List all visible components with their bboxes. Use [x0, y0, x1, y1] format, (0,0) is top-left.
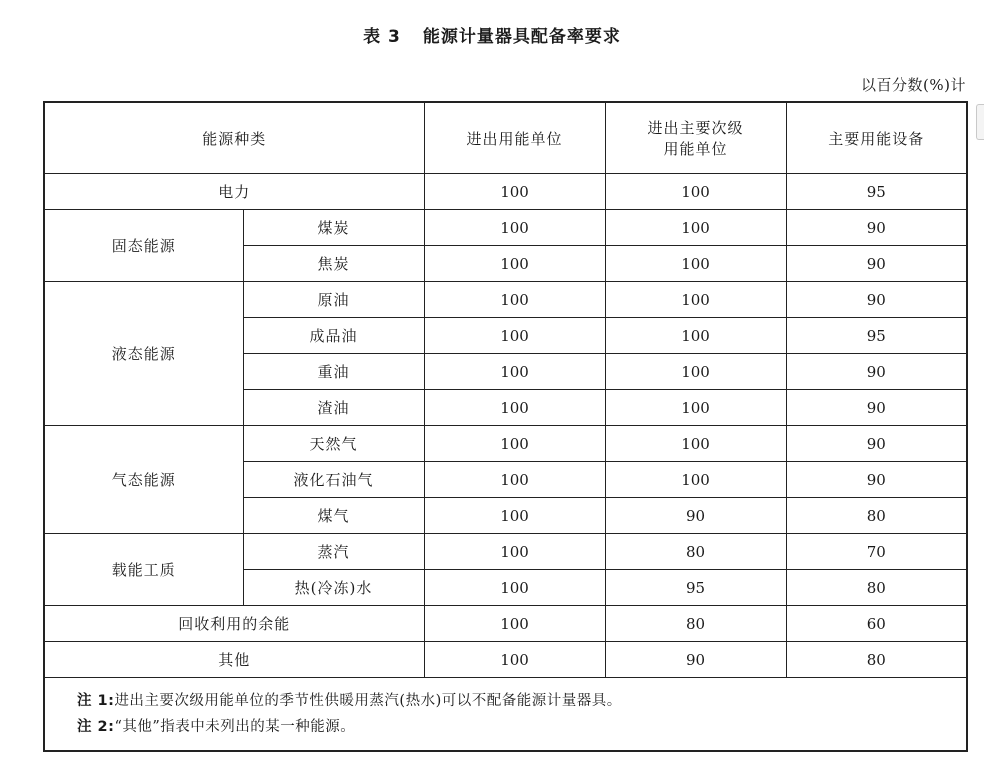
cell-value: 90	[786, 282, 967, 318]
group-label: 载能工质	[44, 534, 243, 606]
cell-value: 90	[786, 426, 967, 462]
header-col1: 进出用能单位	[424, 102, 605, 174]
cell-value: 100	[605, 426, 786, 462]
row-label: 蒸汽	[243, 534, 424, 570]
row-label: 天然气	[243, 426, 424, 462]
unit-note: 以百分数(%)计	[861, 76, 966, 94]
cell-value: 100	[605, 390, 786, 426]
header-col3: 主要用能设备	[786, 102, 967, 174]
cell-value: 80	[605, 606, 786, 642]
header-category: 能源种类	[44, 102, 424, 174]
cell-value: 100	[605, 246, 786, 282]
cell-value: 90	[786, 462, 967, 498]
header-col2-line1: 进出主要次级	[647, 119, 744, 137]
side-scroll-tab[interactable]	[976, 104, 984, 140]
group-label: 气态能源	[44, 426, 243, 534]
cell-value: 95	[786, 318, 967, 354]
cell-value: 100	[605, 210, 786, 246]
table-title-text: 能源计量器具配备率要求	[422, 27, 621, 47]
row-label: 成品油	[243, 318, 424, 354]
cell-value: 60	[786, 606, 967, 642]
table-row	[44, 210, 967, 246]
cell-value: 100	[424, 282, 605, 318]
cell-value: 80	[786, 642, 967, 678]
group-label: 固态能源	[44, 210, 243, 282]
row-label: 重油	[243, 354, 424, 390]
header-row	[44, 102, 967, 174]
cell-value: 100	[424, 606, 605, 642]
cell-value: 80	[786, 570, 967, 606]
row-label: 热(冷冻)水	[243, 570, 424, 606]
table-row	[44, 534, 967, 570]
cell-value: 100	[424, 498, 605, 534]
note-2	[77, 714, 966, 740]
note-1-tag: 注 1:	[77, 693, 115, 709]
cell-value: 100	[424, 462, 605, 498]
cell-value: 100	[424, 426, 605, 462]
cell-value: 90	[786, 246, 967, 282]
cell-value: 80	[605, 534, 786, 570]
cell-value: 100	[424, 642, 605, 678]
cell-value: 90	[605, 498, 786, 534]
table-title	[0, 22, 984, 47]
cell-value: 95	[605, 570, 786, 606]
cell-value: 80	[786, 498, 967, 534]
row-label: 煤气	[243, 498, 424, 534]
header-col2-line2: 用能单位	[663, 140, 728, 158]
row-label: 原油	[243, 282, 424, 318]
row-label: 渣油	[243, 390, 424, 426]
cell-value: 100	[605, 462, 786, 498]
table-row	[44, 426, 967, 462]
row-label: 煤炭	[243, 210, 424, 246]
cell-value: 90	[786, 354, 967, 390]
cell-value: 100	[424, 570, 605, 606]
cell-value: 100	[424, 318, 605, 354]
table-row	[44, 174, 967, 210]
header-col2	[605, 102, 786, 174]
cell-value: 90	[786, 390, 967, 426]
row-label: 其他	[44, 642, 424, 678]
table-row	[44, 606, 967, 642]
cell-value: 70	[786, 534, 967, 570]
group-label: 液态能源	[44, 282, 243, 426]
note-1	[77, 688, 966, 714]
row-label: 电力	[44, 174, 424, 210]
cell-value: 100	[424, 246, 605, 282]
row-label: 焦炭	[243, 246, 424, 282]
table-number: 表 3	[363, 27, 401, 47]
notes-row	[44, 678, 967, 752]
note-2-text: “其他”指表中未列出的某一种能源。	[114, 719, 356, 735]
notes-cell	[44, 678, 967, 752]
cell-value: 100	[424, 534, 605, 570]
cell-value: 100	[424, 210, 605, 246]
row-label: 回收利用的余能	[44, 606, 424, 642]
row-label: 液化石油气	[243, 462, 424, 498]
cell-value: 100	[605, 318, 786, 354]
cell-value: 100	[605, 282, 786, 318]
cell-value: 100	[424, 354, 605, 390]
cell-value: 100	[424, 174, 605, 210]
note-1-text: 进出主要次级用能单位的季节性供暖用蒸汽(热水)可以不配备能源计量器具。	[114, 693, 622, 709]
cell-value: 100	[605, 354, 786, 390]
cell-value: 90	[605, 642, 786, 678]
note-2-tag: 注 2:	[77, 719, 115, 735]
cell-value: 95	[786, 174, 967, 210]
table-row	[44, 642, 967, 678]
cell-value: 90	[786, 210, 967, 246]
cell-value: 100	[424, 390, 605, 426]
cell-value: 100	[605, 174, 786, 210]
energy-meter-table	[43, 101, 968, 752]
table-row	[44, 282, 967, 318]
